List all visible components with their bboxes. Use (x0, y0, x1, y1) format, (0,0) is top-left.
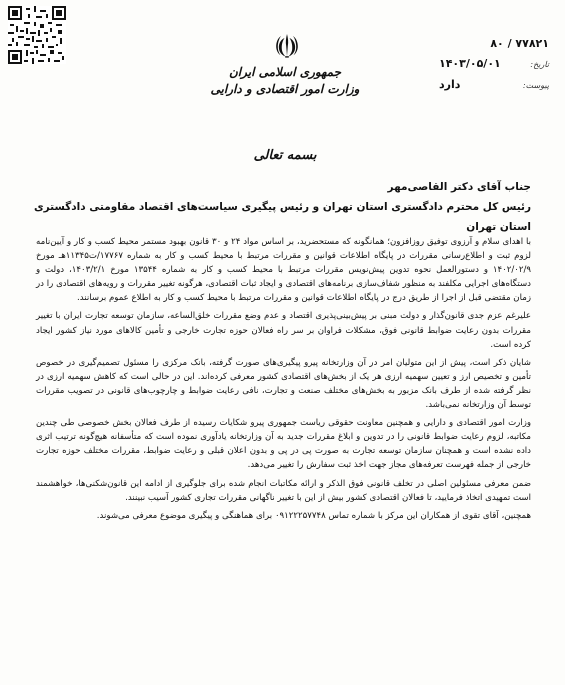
addressee-name: جناب آقای دکتر القاصی‌مهر (387, 181, 531, 193)
letter-date: ۱۴۰۳/۰۵/۰۱ (439, 57, 501, 70)
addressee-title: رئیس کل محترم دادگستری استان تهران و رئیس پیگیری سیاست‌های اقتصاد مقاومتی دادگستری استان تهران (34, 201, 531, 233)
letter-number: ۸۰ / ۷۷۸۲۱ (490, 37, 549, 50)
body-paragraph: وزارت امور اقتصادی و دارایی و همچنین معاونت حقوقی ریاست جمهوری پیرو شکایات رسیده از طرف فعالان بخش خصوصی طی چندین مکاتبه، لزوم رعایت ضوابط قانونی را در تدوین و ابلاغ مقررات جدید به آن وزارتخانه یادآوری نموده است که متأسفانه هیچ‌گونه ترتیب اثری داده نشده است و همچنان سازمان توسعه تجارت به صورت پی در پی و بدون اعلان قبلی و رعایت ضوابط، مقررات مختلف حوزه تجارت خارجی از جمله فهرست تعرفه‌های مجاز جهت اخذ ثبت سفارش را تغییر می‌دهد. (36, 418, 531, 471)
qr-code-icon (8, 6, 66, 64)
body-paragraph: با اهدای سلام و آرزوی توفیق روزافزون؛ همانگونه که مستحضرید، بر اساس مواد ۲۴ و ۳۰ قانون بهبود مستمر محیط کسب و کار و آیین‌نامه لزوم ثبت و اطلاع‌رسانی مقررات در پایگاه اطلاعات قوانین و مقررات مرتبط با محیط کسب و کار به شماره ۱۷۷۶۷/ت۱۱۳۴۵هـ مورخ ۱۴۰۲/۰۲/۹ و دستورالعمل نحوه تدوین پیش‌نویس مقررات مرتبط با محیط کسب و کار به شماره ۱۳۵۴۴ مورخ ۱۴۰۳/۲/۱، دولت و دستگاه‌های اجرایی مکلفند به منظور شفاف‌سازی برنامه‌های اقتصادی و ایجاد ثبات اقتصادی، هرگونه تغییر مقررات و رویه‌های اقتصادی را در زمان مقتضی قبل از اجرا از طریق درج در پایگاه اطلاعات قوانین و مقررات مرتبط با محیط کسب و کار به اطلاع عموم برسانند. (36, 237, 532, 304)
letter-metadata (439, 34, 549, 96)
letter-number-row (439, 34, 549, 54)
body-paragraph: علیرغم عزم جدی قانون‌گذار و دولت مبنی بر پیش‌بینی‌پذیری اقتصاد و عدم وضع مقررات خلق‌الساعه، سازمان توسعه تجارت ایران با تغییر مقررات بدون رعایت ضوابط قانونی فوق، مشکلات فراوان بر سر راه فعالان حوزه تجارت خارجی و تأمین کالاهای مورد نیاز کشور ایجاد کرده است. (36, 311, 531, 350)
date-label: تاریخ: (530, 60, 549, 69)
letter-body (36, 235, 531, 527)
org-line-republic: جمهوری اسلامی ایران (228, 65, 342, 79)
org-line-ministry: وزارت امور اقتصادی و دارایی (210, 82, 360, 96)
organization-heading (200, 64, 370, 98)
letter-date-row (439, 54, 549, 75)
iran-emblem-icon (274, 32, 300, 60)
body-paragraph: همچنین، آقای تقوی از همکاران این مرکز با شماره تماس ۰۹۱۲۲۲۵۷۷۴۸ برای هماهنگی و پیگیری موضوع معرفی می‌شوند. (96, 510, 531, 521)
attachment-value: دارد (439, 78, 461, 91)
body-paragraph: ضمن معرفی مسئولین اصلی در تخلف قانونی فوق الذکر و ارائه مکاتبات انجام شده برای جلوگیری از ادامه این قانون‌شکنی‌ها، خواهشمند است تمهیدی اتخاذ فرمایید، تا فعالان اقتصادی کشور بیش از این با تغییر ناگهانی مقررات تجاری کشور آسیب نبینند. (36, 478, 531, 503)
basmala-heading: بسمه تعالی (253, 148, 317, 163)
attachment-label: پیوست: (522, 81, 549, 90)
body-paragraph: شایان ذکر است، پیش از این متولیان امر در آن وزارتخانه پیرو پیگیری‌های صورت گرفته، بانک مرکزی را مسئول تصمیم‌گیری در خصوص تأمین و تخصیص ارز و تعیین سهمیه ارزی هر یک از بخش‌های اقتصادی کشور معرفی کرده‌اند. این در حالی است که کاهش سهمیه ارزی در نظر گرفته شده از طرف بانک مزبور به بخش‌های مختلف صنعت و تجارت، نافی رعایت ضوابط و چارچوب‌های قانونی در تصویب مقررات توسط آن وزارتخانه نمی‌باشد. (36, 357, 531, 411)
attachment-row (439, 75, 549, 96)
